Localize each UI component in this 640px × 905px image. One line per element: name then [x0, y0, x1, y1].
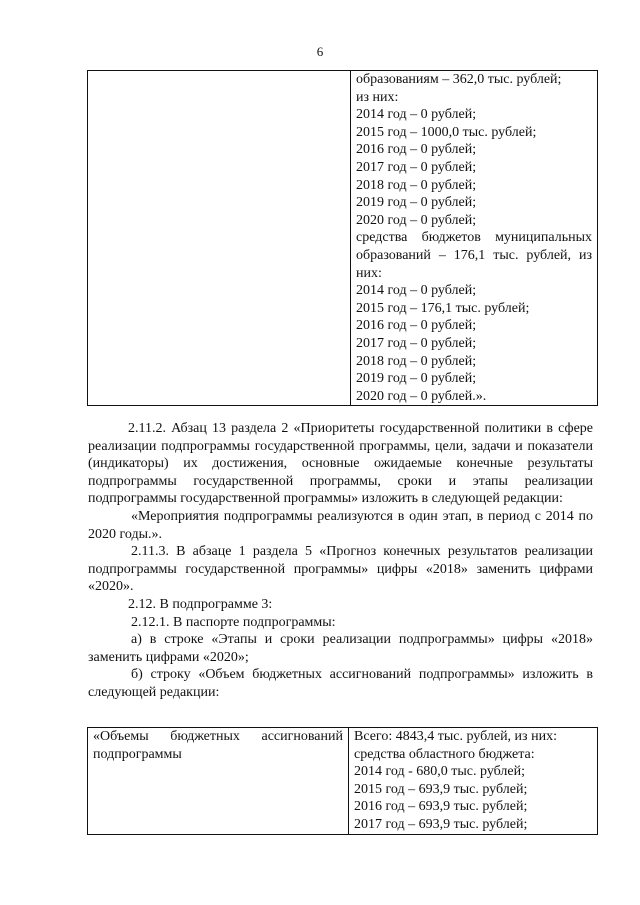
table-line: 2014 год - 680,0 тыс. рублей; [354, 764, 526, 780]
table-line: 2019 год – 0 рублей; [356, 371, 477, 387]
table-line: 2017 год – 0 рублей; [356, 335, 477, 351]
table-line: подпрограммы [93, 746, 182, 762]
table-cell-label [88, 728, 349, 835]
table-line: 2015 год – 693,9 тыс. рублей; [354, 781, 528, 797]
table-line: 2014 год – 0 рублей; [356, 107, 477, 123]
paragraph-item-b: б) строку «Объем бюджетных ассигнований подпрограммы» изложить в следующей редакции: [88, 667, 593, 700]
table-line: 2015 год – 1000,0 тыс. рублей; [356, 124, 537, 140]
paragraph-quote: «Мероприятия подпрограммы реализуются в один этап, в период с 2014 по 2020 годы.». [88, 508, 593, 542]
table-line: 2016 год – 693,9 тыс. рублей; [354, 799, 528, 815]
table-line: образованиям – 362,0 тыс. рублей; [356, 72, 562, 87]
table-line: 2015 год – 176,1 тыс. рублей; [356, 300, 530, 316]
table-line: 2018 год – 0 рублей; [356, 177, 477, 193]
table-line: 2020 год – 0 рублей.». [356, 388, 487, 404]
table-line: 2018 год – 0 рублей; [356, 353, 477, 369]
paragraph-2-11-3: 2.11.3. В абзаце 1 раздела 5 «Прогноз конечных результатов реализации подпрограммы государственной программы» цифры «2018» заменить цифрами «2020». [88, 544, 593, 595]
document-body [88, 420, 593, 702]
table-line: образований – 176,1 тыс. рублей, из [356, 247, 592, 263]
page-number: 6 [316, 44, 324, 59]
paragraph-2-12-1: 2.12.1. В паспорте подпрограммы: [131, 614, 336, 630]
continued-table [87, 70, 598, 406]
budget-table [87, 727, 598, 835]
paragraph-2-11-2: 2.11.2. Абзац 13 раздела 2 «Приоритеты государственной политики в сфере реализации подпрограммы государственной программы, цели, задачи и показатели (индикаторы) их достижения, основные ожидаемые конечные результаты подпрограммы государственной программы, сроки и этапы реализации подпрограммы государственной программы» изложить в следующей редакции: [88, 421, 593, 507]
table-line: 2017 год – 0 рублей; [356, 159, 477, 175]
table-cell-values [349, 728, 598, 835]
table-line: 2019 год – 0 рублей; [356, 195, 477, 211]
paragraph-2-12: 2.12. В подпрограмме 3: [128, 596, 273, 612]
table-line: 2016 год – 0 рублей; [356, 318, 477, 334]
table-cell-right [351, 71, 598, 406]
table-line: «Объемы бюджетных ассигнований [93, 729, 343, 744]
table-line: средства областного бюджета: [354, 746, 535, 762]
table-line: Всего: 4843,4 тыс. рублей, из них: [354, 729, 557, 744]
table-line: средства бюджетов муниципальных [356, 230, 592, 246]
table-line: 2017 год – 693,9 тыс. рублей; [354, 816, 528, 832]
paragraph-item-a: а) в строке «Этапы и сроки реализации подпрограммы» цифры «2018» заменить цифрами «2020»; [88, 632, 593, 665]
table-line: 2016 год – 0 рублей; [356, 142, 477, 158]
table-line: 2020 год – 0 рублей; [356, 212, 477, 228]
table-line: из них: [356, 89, 399, 105]
table-cell-left [88, 71, 351, 406]
table-line: них: [356, 265, 382, 281]
table-line: 2014 год – 0 рублей; [356, 283, 477, 299]
